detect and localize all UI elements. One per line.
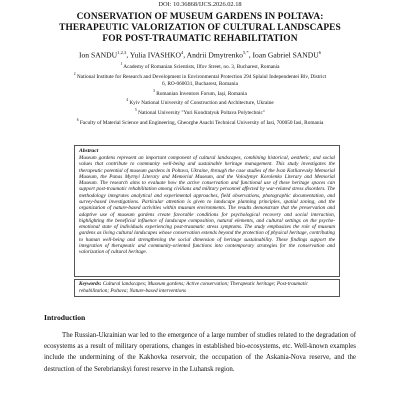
author-affiliation-mark: 5,* xyxy=(242,50,249,55)
author-affiliation-mark: 4 xyxy=(180,50,184,55)
author-separator: , xyxy=(248,50,253,60)
affiliation-item xyxy=(30,88,370,98)
affiliation-text: National University "Yuri Kondratyuk Poltava Polytechnic" xyxy=(138,109,265,116)
keywords-text: Cultural landscapes; Museum gardens; Active conservation; Therapeutic heritage; Post-traumatic rehabilitation; Poltava; Nature-based interventions xyxy=(79,281,308,294)
affiliation-mark: 6 xyxy=(76,117,79,122)
affiliation-text: 6, RO-060031, Bucharest, Romania xyxy=(162,80,238,87)
affiliation-text: Kyiv National University of Construction and Architecture, Ukraine xyxy=(129,100,274,107)
author-list xyxy=(0,48,400,60)
affiliation-text: National Institute for Research and Development in Environmental Protection 294 Splaiul Independentei Blv, District xyxy=(76,73,327,80)
introduction-heading: Introduction xyxy=(44,313,86,322)
affiliation-item xyxy=(30,107,370,117)
author-name: Ioan Gabriel SANDU xyxy=(252,50,319,60)
keywords-label: Keywords: xyxy=(79,281,102,287)
bottom-fade xyxy=(0,384,400,400)
title-line: CONSERVATION OF MUSEUM GARDENS IN POLTAVA: xyxy=(76,12,324,22)
author-name: Ion SANDU xyxy=(78,50,118,60)
author-separator: , xyxy=(183,50,187,60)
affiliation-item xyxy=(30,97,370,107)
doi-line[interactable]: DOI: 10.36868/IJCS.2026.02.18 xyxy=(158,1,242,8)
abstract-heading: Abstract xyxy=(79,148,99,154)
affiliation-list xyxy=(30,61,370,127)
abstract-text: Museum gardens represent an important component of cultural landscapes, combining historical, aesthetic, and social values that contribute to community well-being and sustainable heritage management. This study investigates the therapeutic potential of museum gardens in Poltava, Ukraine, through the case studies of the Ivan Kotliarevsky Memorial Museum, the Panas Myrnyi Literary and Memorial Museum, and the Volodymyr Korolenko Literary and Memorial Museum. The research aims to evaluate how the active conservation and functional use of these heritage spaces can support post-traumatic rehabilitation among civilians and military personnel affected by war-related stress disorders. The methodology integrates analytical and experimental approaches, field observations, photographic documentation, and survey-based investigations. Particular attention is given to landscape planning principles, spatial zoning, and the organization of nature-based activities within museum environments. The results demonstrate that the preservation and adaptive use of museum gardens create favorable conditions for psychological recovery and social interaction, highlighting the beneficial influence of landscape composition, natural elements, and cultural settings on the psycho-emotional state of individuals experiencing post-traumatic stress symptoms. The study emphasizes the role of museum gardens as living cultural landscapes whose conservation extends beyond the protection of physical heritage, contributing to human well-being and strengthening the social dimension of heritage sustainability. These findings support the integration of therapeutic and community-oriented functions into contemporary strategies for the conservation and valorization of cultural heritage. xyxy=(79,155,335,256)
author-name: Andrii Dmytrenko xyxy=(186,50,243,60)
keywords-box xyxy=(74,279,340,297)
affiliation-text: Faculty of Material Science and Engineering, Gheorghe Asachi Technical University of Iasi, 700050 Iasi, Romania xyxy=(79,119,324,126)
introduction-text: The Russian-Ukrainian war led to the emergence of a large number of studies related to the degradation of ecosystems as a result of military operations, changes in established bio-ecosystems, etc. Well-known examples include the undermining of the Kakhovka reservoir, the occupation of the Askania-Nova reserve, and the destruction of the Serebrianskyi forest reserve in the Luhansk region. xyxy=(44,332,356,373)
affiliation-item xyxy=(30,117,370,127)
affiliation-mark: 3 xyxy=(153,88,155,93)
author-affiliation-mark: 6 xyxy=(318,50,322,55)
paper-title xyxy=(28,12,372,45)
author-affiliation-mark: 1,2,3 xyxy=(117,50,127,55)
title-line: FOR POST-TRAUMATIC REHABILITATION xyxy=(102,34,298,44)
author-separator: , xyxy=(126,50,130,60)
abstract-box xyxy=(74,145,340,277)
title-line: THERAPEUTIC VALORIZATION OF CULTURAL LANDSCAPES xyxy=(59,23,341,33)
affiliation-mark: 4 xyxy=(126,98,128,103)
affiliation-mark: 5 xyxy=(135,108,137,113)
affiliation-item xyxy=(30,81,370,88)
affiliation-text: Academy of Romanian Scientists, Ilfov Street, no. 3, Bucharest, Romania xyxy=(123,63,280,70)
affiliation-text: Romanian Inventors Forum, Iași, Romania xyxy=(156,90,247,97)
author-name: Yulia IVASHKO xyxy=(129,50,181,60)
affiliation-item xyxy=(30,61,370,71)
affiliation-mark: 1 xyxy=(120,62,123,66)
affiliation-mark: 2 xyxy=(73,71,76,76)
affiliation-item xyxy=(30,71,370,81)
